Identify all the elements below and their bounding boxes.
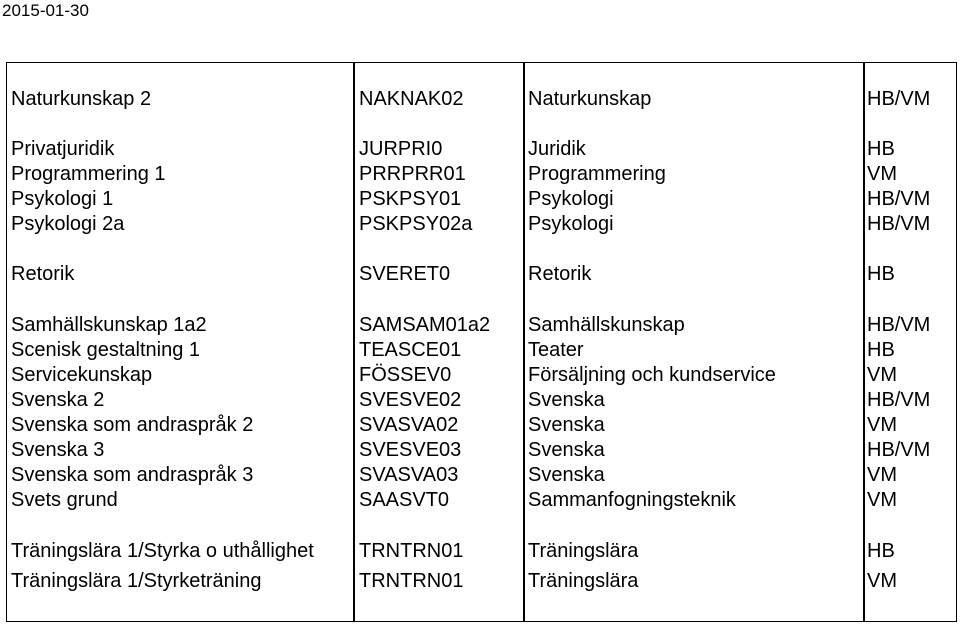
course-name: Psykologi 2a (11, 213, 125, 235)
course-name: Svenska 2 (11, 389, 105, 411)
course-code: SVESVE03 (359, 439, 462, 461)
course-name: Träningslära 1/Styrka o uthållighet (11, 540, 314, 562)
course-code: TRNTRN01 (359, 540, 464, 562)
course-program: HB (867, 263, 895, 285)
course-name: Privatjuridik (11, 138, 115, 160)
course-name: Programmering 1 (11, 163, 166, 185)
document-date: 2015-01-30 (2, 1, 89, 20)
table-row (7, 212, 956, 237)
course-name: Träningslära 1/Styrketräning (11, 570, 262, 592)
course-program: HB (867, 339, 895, 361)
course-code: TRNTRN01 (359, 570, 464, 592)
table-row (7, 388, 956, 413)
table-row (7, 488, 956, 513)
course-subject: Träningslära (528, 540, 639, 562)
course-subject: Svenska (528, 439, 605, 461)
table-row (7, 413, 956, 438)
course-code: SVERET0 (359, 263, 451, 285)
course-code: PSKPSY02a (359, 213, 473, 235)
course-name: Naturkunskap 2 (11, 88, 152, 110)
course-code: JURPRI0 (359, 138, 443, 160)
course-subject: Programmering (528, 163, 666, 185)
course-program: HB/VM (867, 213, 931, 235)
course-subject: Psykologi (528, 213, 614, 235)
course-program: VM (867, 163, 897, 185)
table-row (7, 262, 956, 287)
course-program: HB/VM (867, 314, 931, 336)
course-name: Scenisk gestaltning 1 (11, 339, 201, 361)
course-subject: Träningslära (528, 570, 639, 592)
course-table (6, 62, 957, 622)
course-name: Svenska som andraspråk 2 (11, 414, 254, 436)
course-subject: Teater (528, 339, 584, 361)
course-name: Psykologi 1 (11, 188, 114, 210)
course-subject: Retorik (528, 263, 592, 285)
table-row (7, 463, 956, 488)
table-row (7, 87, 956, 112)
course-program: HB (867, 138, 895, 160)
course-name: Svenska 3 (11, 439, 105, 461)
course-code: PSKPSY01 (359, 188, 462, 210)
course-code: SVASVA02 (359, 414, 459, 436)
course-program: VM (867, 489, 897, 511)
course-program: HB (867, 540, 895, 562)
table-row (7, 438, 956, 463)
course-program: HB/VM (867, 188, 931, 210)
course-subject: Samhällskunskap (528, 314, 685, 336)
course-program: HB/VM (867, 389, 931, 411)
course-program: VM (867, 414, 897, 436)
course-subject: Försäljning och kundservice (528, 364, 776, 386)
table-row (7, 569, 956, 594)
course-code: SVESVE02 (359, 389, 462, 411)
course-name: Servicekunskap (11, 364, 153, 386)
course-subject: Svenska (528, 389, 605, 411)
table-row (7, 338, 956, 363)
course-subject: Psykologi (528, 188, 614, 210)
course-program: VM (867, 570, 897, 592)
course-code: SVASVA03 (359, 464, 459, 486)
table-row (7, 539, 956, 564)
course-name: Samhällskunskap 1a2 (11, 314, 207, 336)
course-subject: Sammanfogningsteknik (528, 489, 736, 511)
course-code: FÖSSEV0 (359, 364, 452, 386)
course-code: NAKNAK02 (359, 88, 464, 110)
course-name: Svenska som andraspråk 3 (11, 464, 254, 486)
course-subject: Naturkunskap (528, 88, 652, 110)
course-code: PRRPRR01 (359, 163, 466, 185)
course-name: Retorik (11, 263, 75, 285)
course-program: HB/VM (867, 88, 931, 110)
course-code: SAMSAM01a2 (359, 314, 491, 336)
course-subject: Juridik (528, 138, 586, 160)
course-code: TEASCE01 (359, 339, 462, 361)
table-row (7, 313, 956, 338)
course-subject: Svenska (528, 414, 605, 436)
table-row (7, 363, 956, 388)
table-row (7, 162, 956, 187)
course-program: HB/VM (867, 439, 931, 461)
course-name: Svets grund (11, 489, 118, 511)
table-row (7, 187, 956, 212)
table-row (7, 137, 956, 162)
course-program: VM (867, 364, 897, 386)
course-code: SAASVT0 (359, 489, 450, 511)
course-subject: Svenska (528, 464, 605, 486)
course-program: VM (867, 464, 897, 486)
